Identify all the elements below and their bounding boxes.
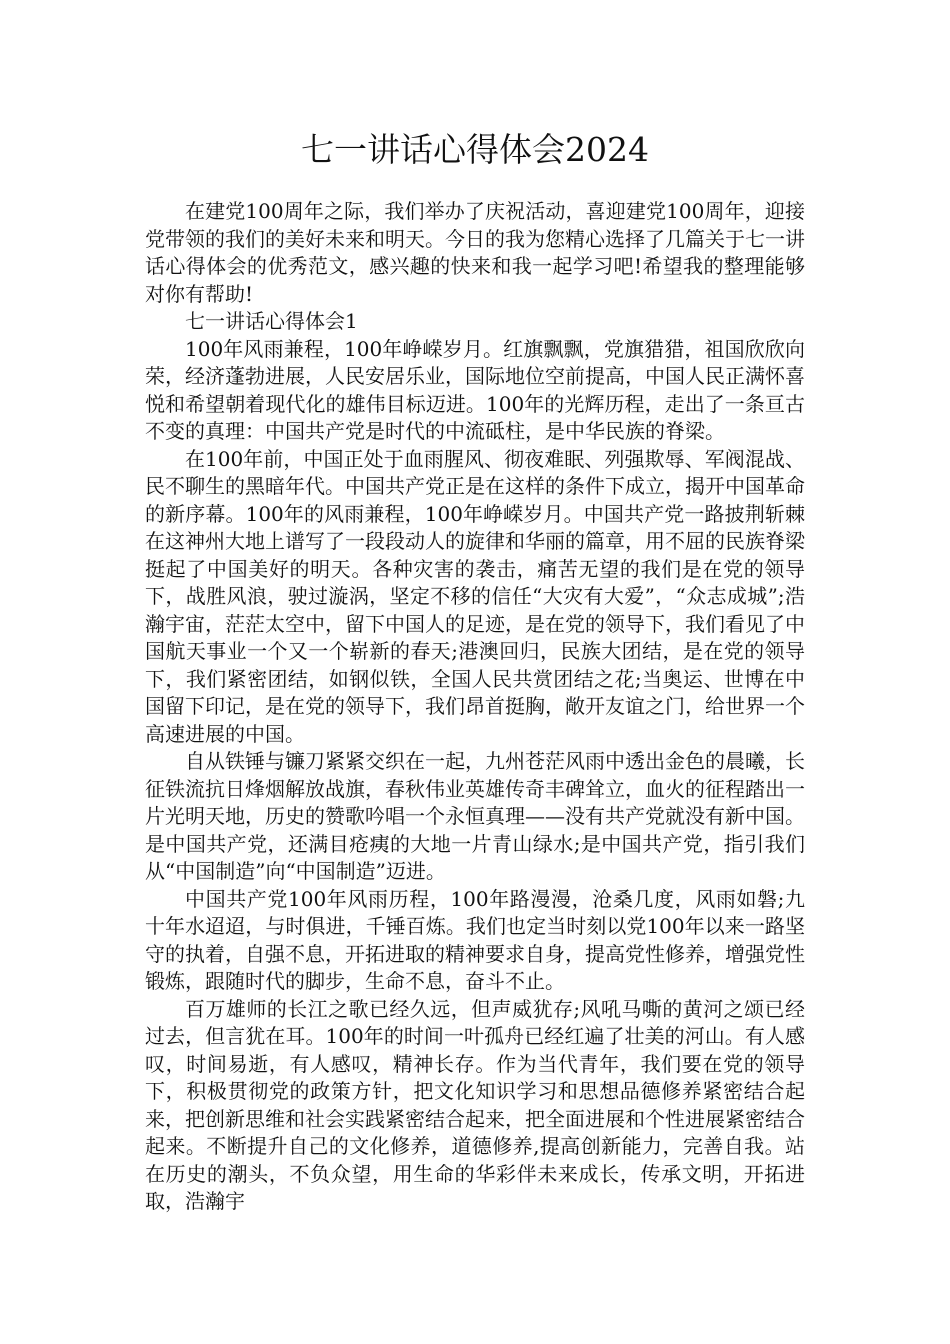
body-paragraph-3: 自从铁锤与镰刀紧紧交织在一起，九州苍茫风雨中透出金色的晨曦，长征铁流抗日烽烟解放战旗，春秋伟业英雄传奇丰碑耸立，血火的征程踏出一片光明天地，历史的赞歌吟唱一个永恒真理——没有共产党就没有新中国。是中国共产党，还满目疮痍的大地一片青山绿水;是中国共产党，指引我们从“中国制造”向“中国制造”迈进。: [145, 749, 805, 883]
intro-paragraph: 在建党100周年之际，我们举办了庆祝活动，喜迎建党100周年，迎接党带领的我们的美好未来和明天。今日的我为您精心选择了几篇关于七一讲话心得体会的优秀范文，感兴趣的快来和我一起学习吧!希望我的整理能够对你有帮助!: [145, 199, 805, 306]
body-paragraph-4: 中国共产党100年风雨历程，100年路漫漫，沧桑几度，风雨如磐;九十年水迢迢，与时俱进，千锤百炼。我们也定当时刻以党100年以来一路坚守的执着，自强不息，开拓进取的精神要求自身，提高党性修养，增强党性锻炼，跟随时代的脚步，生命不息，奋斗不止。: [145, 886, 805, 993]
body-paragraph-5: 百万雄师的长江之歌已经久远，但声威犹存;风吼马嘶的黄河之颂已经过去，但言犹在耳。100年的时间一叶孤舟已经红遍了壮美的河山。有人感叹，时间易逝，有人感叹，精神长存。作为当代青年，我们要在党的领导下，积极贯彻党的政策方针，把文化知识学习和思想品德修养紧密结合起来，把创新思维和社会实践紧密结合起来，把全面进展和个性进展紧密结合起来。不断提升自己的文化修养，道德修养,提高创新能力，完善自我。站在历史的潮头，不负众望，用生命的华彩伴未来成长，传承文明，开拓进取，浩瀚宇: [145, 996, 805, 1213]
body-paragraph-1: 100年风雨兼程，100年峥嵘岁月。红旗飘飘，党旗猎猎，祖国欣欣向荣，经济蓬勃进展，人民安居乐业，国际地位空前提高，中国人民正满怀喜悦和希望朝着现代化的雄伟目标迈进。100年的光辉历程，走出了一条亘古不变的真理：中国共产党是时代的中流砥柱，是中华民族的脊梁。: [145, 336, 805, 443]
document-title: 七一讲话心得体会2024: [301, 130, 649, 169]
document-body: [145, 198, 805, 1216]
body-paragraph-2: 在100年前，中国正处于血雨腥风、彻夜难眠、列强欺辱、军阀混战、民不聊生的黑暗年代。中国共产党正是在这样的条件下成立，揭开中国革命的新序幕。100年的风雨兼程，100年峥嵘岁月。中国共产党一路披荆斩棘在这神州大地上谱写了一段段动人的旋律和华丽的篇章，用不屈的民族脊梁挺起了中国美好的明天。各种灾害的袭击，痛苦无望的我们是在党的领导下，战胜风浪，驶过漩涡，坚定不移的信任“大灾有大爱”，“众志成城”;浩瀚宇宙，茫茫太空中，留下中国人的足迹，是在党的领导下，我们看见了中国航天事业一个又一个崭新的春天;港澳回归，民族大团结，是在党的领导下，我们紧密团结，如钢似铁，全国人民共赏团结之花;当奥运、世博在中国留下印记，是在党的领导下，我们昂首挺胸，敞开友谊之门，给世界一个高速进展的中国。: [145, 446, 805, 746]
section-heading: 七一讲话心得体会1: [185, 309, 358, 333]
